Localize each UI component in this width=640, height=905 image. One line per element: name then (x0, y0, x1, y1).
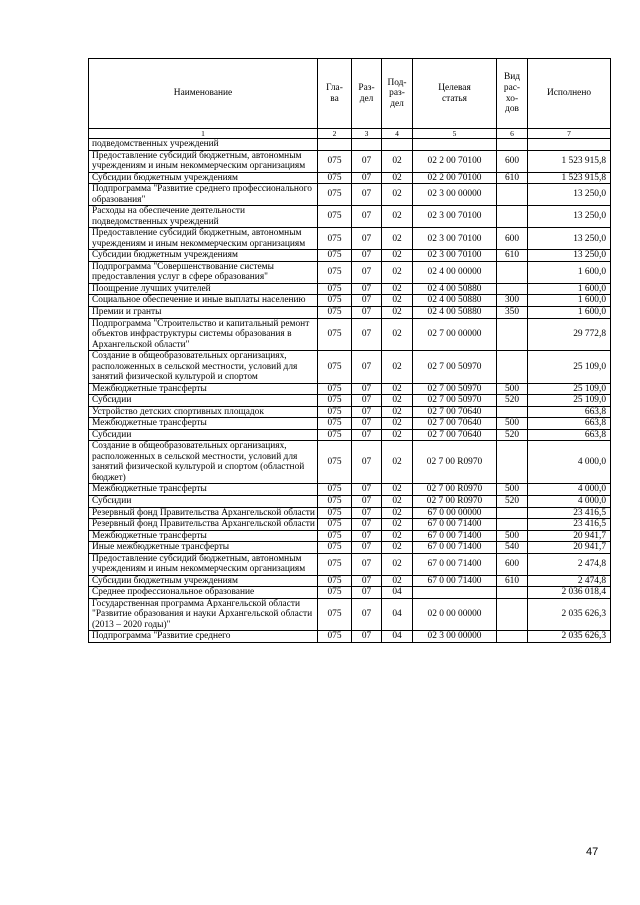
cell-name: Подпрограмма "Строительство и капитальный ремонт объектов инфраструктуры системы образования в Архангельской области" (89, 318, 318, 351)
cell-statya: 02 7 00 50970 (413, 383, 497, 395)
cell-statya: 02 4 00 50880 (413, 283, 497, 295)
table-row (89, 441, 611, 484)
header-number-1: 1 (89, 129, 318, 139)
cell-podrazdel: 02 (382, 184, 413, 206)
cell-vid (497, 184, 528, 206)
cell-glava: 075 (318, 395, 352, 407)
table-row (89, 351, 611, 384)
cell-statya: 02 3 00 70100 (413, 228, 497, 250)
cell-name: Предоставление субсидий бюджетным, автономным учреждениям и иным некоммерческим организациям (89, 553, 318, 575)
cell-razdel: 07 (352, 184, 382, 206)
cell-vid (497, 587, 528, 599)
cell-vid (497, 206, 528, 228)
table-row (89, 484, 611, 496)
table-row (89, 306, 611, 318)
cell-glava: 075 (318, 295, 352, 307)
cell-name: Создание в общеобразовательных организациях, расположенных в сельской местности, условий для занятий физической культурой и спортом (областной бюджет) (89, 441, 318, 484)
table-row (89, 587, 611, 599)
header-number-2: 2 (318, 129, 352, 139)
cell-podrazdel: 02 (382, 507, 413, 519)
cell-amount: 4 000,0 (528, 441, 611, 484)
cell-amount: 1 600,0 (528, 295, 611, 307)
cell-podrazdel: 02 (382, 575, 413, 587)
cell-vid (497, 507, 528, 519)
cell-podrazdel: 02 (382, 383, 413, 395)
cell-statya: 02 7 00 R0970 (413, 484, 497, 496)
table-row (89, 575, 611, 587)
cell-vid: 500 (497, 383, 528, 395)
header-ispolneno: Исполнено (528, 59, 611, 129)
cell-glava (318, 139, 352, 151)
cell-statya: 02 3 00 70100 (413, 250, 497, 262)
cell-name: Подпрограмма "Совершенствование системы предоставления услуг в сфере образования" (89, 261, 318, 283)
cell-podrazdel: 02 (382, 484, 413, 496)
cell-name: Государственная программа Архангельской области "Развитие образования и науки Архангельской области (2013 – 2020 годы)" (89, 598, 318, 631)
cell-vid: 600 (497, 228, 528, 250)
cell-vid: 520 (497, 496, 528, 508)
cell-statya: 67 0 00 00000 (413, 507, 497, 519)
cell-podrazdel: 02 (382, 496, 413, 508)
table-row (89, 250, 611, 262)
table-header (89, 59, 611, 139)
cell-amount: 4 000,0 (528, 496, 611, 508)
header-vid: Вид рас- хо- дов (497, 59, 528, 129)
cell-statya: 02 4 00 50880 (413, 295, 497, 307)
cell-podrazdel: 02 (382, 228, 413, 250)
cell-glava: 075 (318, 542, 352, 554)
cell-glava: 075 (318, 184, 352, 206)
cell-glava: 075 (318, 172, 352, 184)
cell-glava: 075 (318, 206, 352, 228)
cell-razdel: 07 (352, 484, 382, 496)
cell-vid: 610 (497, 172, 528, 184)
table-row (89, 631, 611, 643)
cell-podrazdel: 04 (382, 598, 413, 631)
cell-amount: 663,8 (528, 406, 611, 418)
cell-amount: 13 250,0 (528, 184, 611, 206)
header-glava: Гла- ва (318, 59, 352, 129)
cell-statya: 02 0 00 00000 (413, 598, 497, 631)
table-row (89, 542, 611, 554)
cell-podrazdel: 02 (382, 250, 413, 262)
cell-vid: 520 (497, 395, 528, 407)
cell-glava: 075 (318, 519, 352, 531)
cell-podrazdel: 04 (382, 587, 413, 599)
cell-glava: 075 (318, 631, 352, 643)
cell-amount: 1 600,0 (528, 261, 611, 283)
cell-statya: 67 0 00 71400 (413, 553, 497, 575)
cell-name: Подпрограмма "Развитие среднего профессионального образования" (89, 184, 318, 206)
cell-vid (497, 261, 528, 283)
cell-vid (497, 318, 528, 351)
cell-vid: 520 (497, 429, 528, 441)
cell-glava: 075 (318, 530, 352, 542)
cell-statya: 67 0 00 71400 (413, 542, 497, 554)
cell-statya: 02 3 00 00000 (413, 631, 497, 643)
cell-amount: 13 250,0 (528, 206, 611, 228)
header-podrazdel: Под- раз- дел (382, 59, 413, 129)
cell-amount: 663,8 (528, 429, 611, 441)
cell-razdel (352, 139, 382, 151)
table-row (89, 598, 611, 631)
cell-razdel: 07 (352, 250, 382, 262)
cell-podrazdel: 02 (382, 306, 413, 318)
cell-razdel: 07 (352, 228, 382, 250)
header-statya: Целевая статья (413, 59, 497, 129)
table-row (89, 383, 611, 395)
cell-vid: 540 (497, 542, 528, 554)
cell-statya: 02 3 00 00000 (413, 184, 497, 206)
cell-razdel: 07 (352, 172, 382, 184)
cell-name: подведомственных учреждений (89, 139, 318, 151)
cell-razdel: 07 (352, 542, 382, 554)
cell-podrazdel: 02 (382, 418, 413, 430)
cell-razdel: 07 (352, 306, 382, 318)
cell-podrazdel: 02 (382, 283, 413, 295)
cell-glava: 075 (318, 553, 352, 575)
table-row (89, 496, 611, 508)
cell-amount (528, 139, 611, 151)
cell-vid (497, 631, 528, 643)
budget-table (88, 58, 611, 643)
cell-razdel: 07 (352, 631, 382, 643)
cell-glava: 075 (318, 418, 352, 430)
table-body (89, 139, 611, 643)
cell-razdel: 07 (352, 261, 382, 283)
cell-vid: 500 (497, 418, 528, 430)
cell-glava: 075 (318, 150, 352, 172)
cell-glava: 075 (318, 383, 352, 395)
table-row (89, 150, 611, 172)
cell-podrazdel: 02 (382, 542, 413, 554)
table-row (89, 553, 611, 575)
cell-name: Подпрограмма "Развитие среднего (89, 631, 318, 643)
cell-glava: 075 (318, 575, 352, 587)
cell-vid (497, 441, 528, 484)
cell-vid: 300 (497, 295, 528, 307)
cell-name: Иные межбюджетные трансферты (89, 542, 318, 554)
cell-razdel: 07 (352, 507, 382, 519)
cell-vid (497, 283, 528, 295)
cell-glava: 075 (318, 306, 352, 318)
cell-amount: 2 474,8 (528, 575, 611, 587)
cell-razdel: 07 (352, 383, 382, 395)
cell-name: Расходы на обеспечение деятельности подведомственных учреждений (89, 206, 318, 228)
cell-vid: 600 (497, 150, 528, 172)
cell-name: Субсидии бюджетным учреждениям (89, 172, 318, 184)
cell-name: Субсидии бюджетным учреждениям (89, 575, 318, 587)
table-row (89, 519, 611, 531)
cell-podrazdel: 02 (382, 172, 413, 184)
header-name: Наименование (89, 59, 318, 129)
cell-amount: 663,8 (528, 418, 611, 430)
cell-name: Межбюджетные трансферты (89, 530, 318, 542)
cell-amount: 2 474,8 (528, 553, 611, 575)
cell-name: Межбюджетные трансферты (89, 484, 318, 496)
table-row (89, 206, 611, 228)
table-row (89, 406, 611, 418)
cell-amount: 13 250,0 (528, 228, 611, 250)
cell-name: Социальное обеспечение и иные выплаты населению (89, 295, 318, 307)
cell-name: Создание в общеобразовательных организациях, расположенных в сельской местности, условий для занятий физической культурой и спортом (89, 351, 318, 384)
cell-statya: 02 7 00 70640 (413, 406, 497, 418)
header-razdel: Раз- дел (352, 59, 382, 129)
cell-razdel: 07 (352, 441, 382, 484)
cell-podrazdel: 02 (382, 429, 413, 441)
header-number-3: 3 (352, 129, 382, 139)
cell-podrazdel: 02 (382, 206, 413, 228)
cell-razdel: 07 (352, 496, 382, 508)
cell-glava: 075 (318, 441, 352, 484)
cell-glava: 075 (318, 429, 352, 441)
cell-glava: 075 (318, 318, 352, 351)
cell-razdel: 07 (352, 530, 382, 542)
table-row (89, 530, 611, 542)
cell-statya: 02 7 00 50970 (413, 395, 497, 407)
cell-razdel: 07 (352, 206, 382, 228)
cell-name: Субсидии (89, 496, 318, 508)
cell-glava: 075 (318, 496, 352, 508)
cell-amount: 2 035 626,3 (528, 598, 611, 631)
cell-vid (497, 406, 528, 418)
cell-razdel: 07 (352, 283, 382, 295)
cell-amount: 23 416,5 (528, 507, 611, 519)
cell-razdel: 07 (352, 406, 382, 418)
cell-razdel: 07 (352, 295, 382, 307)
cell-amount: 20 941,7 (528, 542, 611, 554)
cell-name: Резервный фонд Правительства Архангельской области (89, 507, 318, 519)
cell-razdel: 07 (352, 587, 382, 599)
cell-amount: 25 109,0 (528, 395, 611, 407)
cell-amount: 1 523 915,8 (528, 172, 611, 184)
cell-statya: 02 2 00 70100 (413, 172, 497, 184)
cell-razdel: 07 (352, 575, 382, 587)
table-row (89, 418, 611, 430)
table-row (89, 283, 611, 295)
cell-statya: 02 7 00 70640 (413, 429, 497, 441)
cell-amount: 4 000,0 (528, 484, 611, 496)
cell-vid: 610 (497, 575, 528, 587)
cell-vid (497, 519, 528, 531)
cell-glava: 075 (318, 598, 352, 631)
table-row (89, 429, 611, 441)
table-row (89, 172, 611, 184)
cell-name: Устройство детских спортивных площадок (89, 406, 318, 418)
table-row (89, 184, 611, 206)
cell-statya (413, 587, 497, 599)
cell-name: Премии и гранты (89, 306, 318, 318)
cell-statya: 02 4 00 00000 (413, 261, 497, 283)
cell-statya: 02 4 00 50880 (413, 306, 497, 318)
cell-amount: 25 109,0 (528, 383, 611, 395)
cell-podrazdel: 02 (382, 318, 413, 351)
cell-amount: 20 941,7 (528, 530, 611, 542)
cell-podrazdel (382, 139, 413, 151)
cell-statya: 02 7 00 00000 (413, 318, 497, 351)
header-number-5: 5 (413, 129, 497, 139)
cell-razdel: 07 (352, 351, 382, 384)
cell-statya: 02 7 00 R0970 (413, 441, 497, 484)
cell-razdel: 07 (352, 395, 382, 407)
cell-podrazdel: 02 (382, 441, 413, 484)
cell-name: Среднее профессиональное образование (89, 587, 318, 599)
table-row (89, 139, 611, 151)
cell-amount: 1 600,0 (528, 306, 611, 318)
cell-name: Межбюджетные трансферты (89, 418, 318, 430)
cell-razdel: 07 (352, 598, 382, 631)
cell-vid (497, 598, 528, 631)
cell-name: Межбюджетные трансферты (89, 383, 318, 395)
cell-podrazdel: 02 (382, 519, 413, 531)
table-row (89, 507, 611, 519)
cell-name: Предоставление субсидий бюджетным, автономным учреждениям и иным некоммерческим организациям (89, 228, 318, 250)
cell-vid: 500 (497, 530, 528, 542)
cell-amount: 23 416,5 (528, 519, 611, 531)
cell-glava: 075 (318, 261, 352, 283)
cell-statya: 67 0 00 71400 (413, 530, 497, 542)
cell-podrazdel: 02 (382, 351, 413, 384)
cell-podrazdel: 02 (382, 530, 413, 542)
cell-amount: 25 109,0 (528, 351, 611, 384)
cell-name: Поощрение лучших учителей (89, 283, 318, 295)
cell-razdel: 07 (352, 150, 382, 172)
cell-podrazdel: 02 (382, 553, 413, 575)
cell-glava: 075 (318, 351, 352, 384)
cell-glava: 075 (318, 484, 352, 496)
cell-podrazdel: 02 (382, 295, 413, 307)
cell-statya: 02 7 00 R0970 (413, 496, 497, 508)
cell-amount: 13 250,0 (528, 250, 611, 262)
cell-razdel: 07 (352, 318, 382, 351)
cell-glava: 075 (318, 283, 352, 295)
cell-vid (497, 139, 528, 151)
cell-statya: 02 7 00 70640 (413, 418, 497, 430)
cell-statya: 67 0 00 71400 (413, 575, 497, 587)
table-row (89, 261, 611, 283)
cell-vid: 500 (497, 484, 528, 496)
cell-amount: 2 036 018,4 (528, 587, 611, 599)
cell-name: Субсидии (89, 429, 318, 441)
cell-razdel: 07 (352, 519, 382, 531)
cell-podrazdel: 02 (382, 406, 413, 418)
cell-amount: 1 523 915,8 (528, 150, 611, 172)
cell-vid: 600 (497, 553, 528, 575)
cell-razdel: 07 (352, 418, 382, 430)
header-number-7: 7 (528, 129, 611, 139)
table-row (89, 395, 611, 407)
cell-name: Предоставление субсидий бюджетным, автономным учреждениям и иным некоммерческим организациям (89, 150, 318, 172)
cell-amount: 1 600,0 (528, 283, 611, 295)
cell-glava: 075 (318, 228, 352, 250)
cell-statya: 02 7 00 50970 (413, 351, 497, 384)
table-row (89, 318, 611, 351)
cell-glava: 075 (318, 587, 352, 599)
cell-glava: 075 (318, 507, 352, 519)
table-row (89, 295, 611, 307)
page-number: 47 (586, 846, 599, 858)
cell-podrazdel: 02 (382, 261, 413, 283)
cell-razdel: 07 (352, 429, 382, 441)
cell-glava: 075 (318, 406, 352, 418)
cell-statya: 67 0 00 71400 (413, 519, 497, 531)
cell-podrazdel: 02 (382, 150, 413, 172)
cell-statya: 02 2 00 70100 (413, 150, 497, 172)
cell-podrazdel: 02 (382, 395, 413, 407)
cell-statya: 02 3 00 70100 (413, 206, 497, 228)
cell-glava: 075 (318, 250, 352, 262)
cell-statya (413, 139, 497, 151)
cell-vid (497, 351, 528, 384)
header-number-4: 4 (382, 129, 413, 139)
cell-vid: 610 (497, 250, 528, 262)
cell-name: Субсидии бюджетным учреждениям (89, 250, 318, 262)
cell-amount: 2 035 626,3 (528, 631, 611, 643)
cell-amount: 29 772,8 (528, 318, 611, 351)
cell-vid: 350 (497, 306, 528, 318)
table-row (89, 228, 611, 250)
cell-podrazdel: 04 (382, 631, 413, 643)
cell-name: Резервный фонд Правительства Архангельской области (89, 519, 318, 531)
cell-name: Субсидии (89, 395, 318, 407)
cell-razdel: 07 (352, 553, 382, 575)
header-number-6: 6 (497, 129, 528, 139)
